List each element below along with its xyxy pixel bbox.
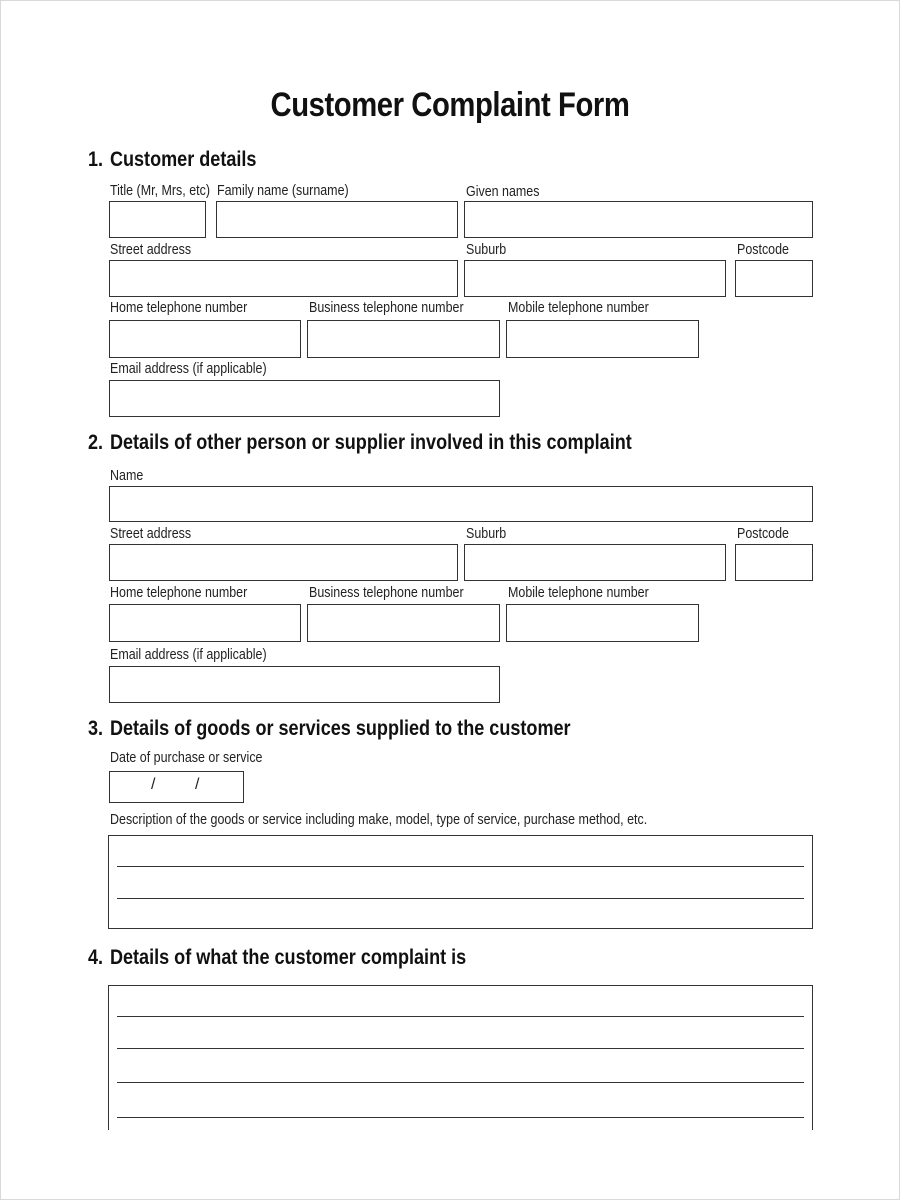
other-business-phone-field[interactable] — [307, 604, 500, 642]
date-field[interactable] — [109, 771, 244, 803]
email-label: Email address (if applicable) — [110, 361, 267, 377]
postcode-field[interactable] — [735, 260, 813, 297]
section-4-title: Details of what the customer complaint is — [109, 946, 467, 969]
writing-line — [117, 866, 804, 867]
given-names-label: Given names — [466, 184, 540, 200]
description-label: Description of the goods or service including make, model, type of service, purchase method, etc. — [110, 812, 648, 828]
section-2-title: Details of other person or supplier involved in this complaint — [109, 431, 632, 454]
other-postcode-label: Postcode — [737, 526, 790, 542]
section-4-number: 4. — [88, 946, 104, 969]
family-name-field[interactable] — [216, 201, 458, 238]
section-1-heading — [88, 148, 256, 172]
other-street-address-field[interactable] — [109, 544, 458, 581]
section-3-number: 3. — [88, 717, 104, 740]
mobile-phone-label: Mobile telephone number — [508, 300, 649, 316]
section-1-number: 1. — [88, 148, 104, 171]
other-street-address-label: Street address — [110, 526, 192, 542]
street-address-label: Street address — [110, 242, 192, 258]
home-phone-field[interactable] — [109, 320, 301, 358]
date-separator: / — [195, 776, 200, 793]
other-suburb-label: Suburb — [466, 526, 507, 542]
writing-line — [117, 1117, 804, 1118]
section-3-heading — [88, 717, 571, 741]
writing-line — [117, 1048, 804, 1049]
family-name-label: Family name (surname) — [217, 183, 349, 199]
other-name-label: Name — [110, 468, 144, 484]
title-label: Title (Mr, Mrs, etc) — [110, 183, 210, 199]
mobile-phone-field[interactable] — [506, 320, 699, 358]
suburb-field[interactable] — [464, 260, 726, 297]
writing-line — [117, 898, 804, 899]
other-home-phone-field[interactable] — [109, 604, 301, 642]
street-address-field[interactable] — [109, 260, 458, 297]
other-postcode-field[interactable] — [735, 544, 813, 581]
writing-line — [117, 1082, 804, 1083]
section-2-number: 2. — [88, 431, 104, 454]
section-2-heading — [88, 431, 632, 455]
form-title: Customer Complaint Form — [270, 86, 630, 124]
business-phone-field[interactable] — [307, 320, 500, 358]
other-suburb-field[interactable] — [464, 544, 726, 581]
section-1-title: Customer details — [109, 148, 257, 171]
email-field[interactable] — [109, 380, 500, 417]
date-label: Date of purchase or service — [110, 750, 263, 766]
date-separator: / — [151, 776, 156, 793]
suburb-label: Suburb — [466, 242, 507, 258]
home-phone-label: Home telephone number — [110, 300, 248, 316]
other-business-phone-label: Business telephone number — [309, 585, 464, 601]
other-mobile-phone-field[interactable] — [506, 604, 699, 642]
title-field[interactable] — [109, 201, 206, 238]
other-email-field[interactable] — [109, 666, 500, 703]
postcode-label: Postcode — [737, 242, 790, 258]
writing-line — [117, 1016, 804, 1017]
other-home-phone-label: Home telephone number — [110, 585, 248, 601]
given-names-field[interactable] — [464, 201, 813, 238]
section-3-title: Details of goods or services supplied to the customer — [109, 717, 571, 740]
other-email-label: Email address (if applicable) — [110, 647, 267, 663]
description-field[interactable] — [108, 835, 813, 929]
other-name-field[interactable] — [109, 486, 813, 522]
business-phone-label: Business telephone number — [309, 300, 464, 316]
section-4-heading — [88, 946, 466, 970]
other-mobile-phone-label: Mobile telephone number — [508, 585, 649, 601]
complaint-details-field[interactable] — [108, 985, 813, 1130]
